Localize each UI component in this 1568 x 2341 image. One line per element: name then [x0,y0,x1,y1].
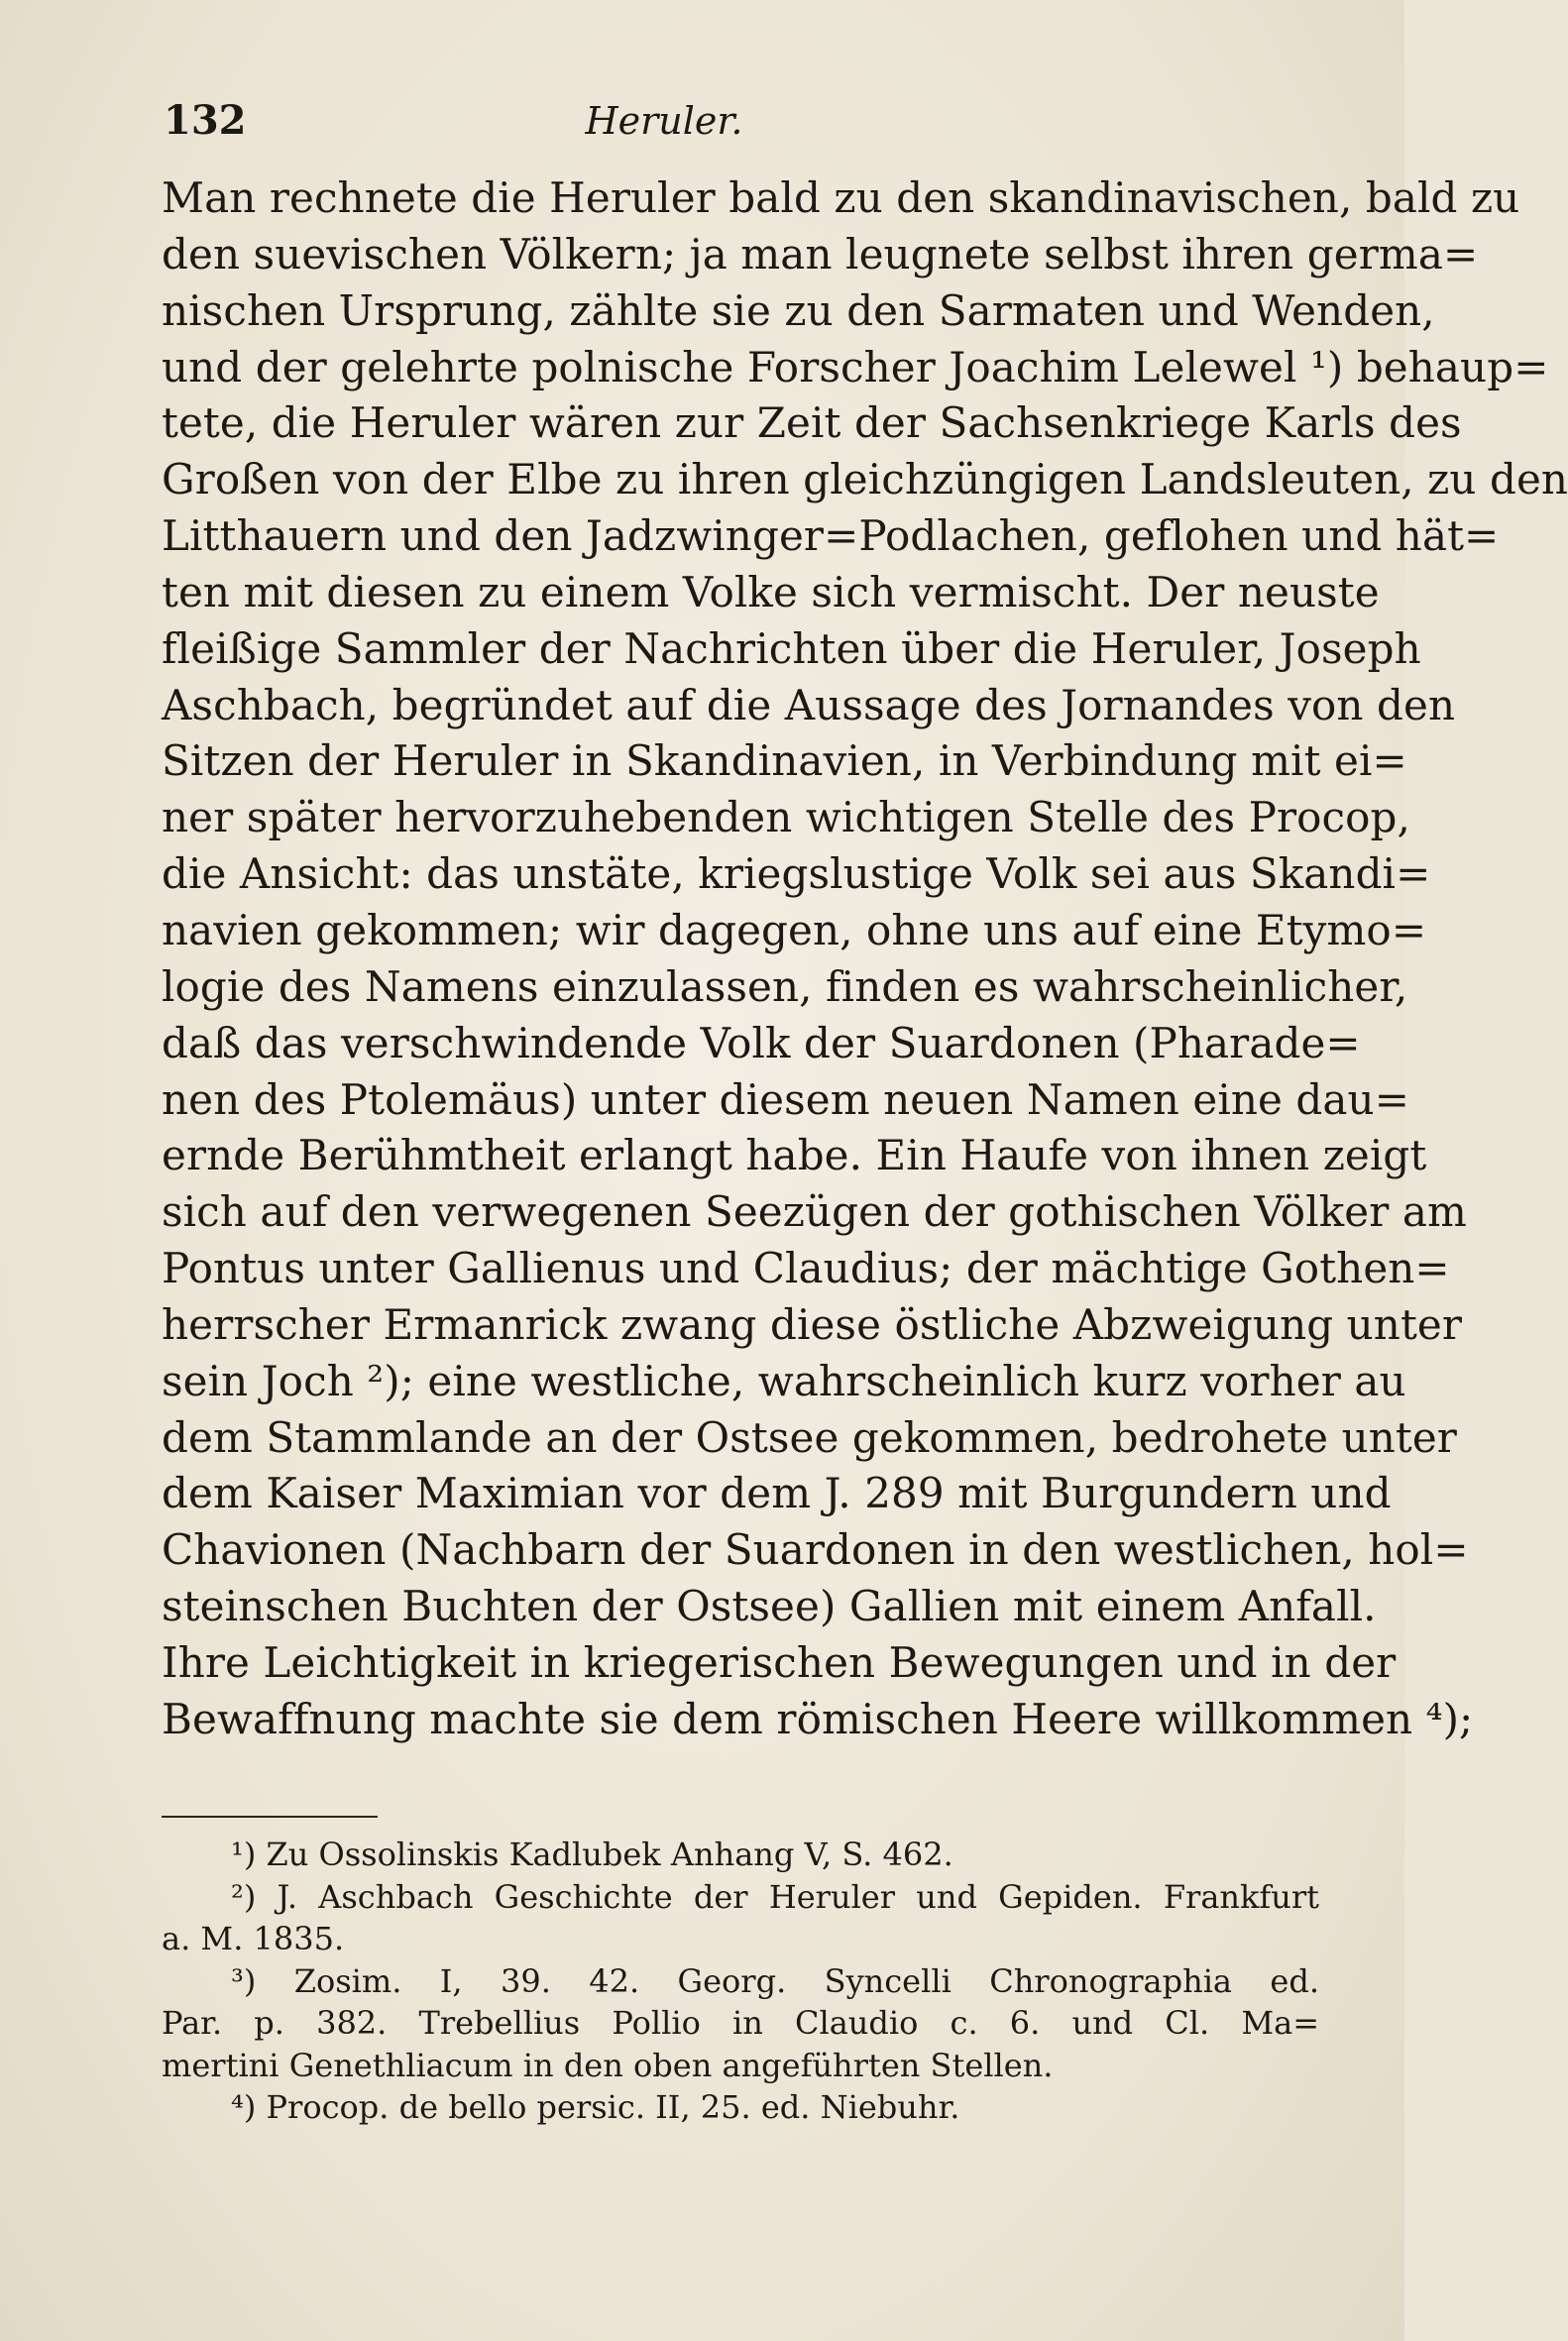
text-line: dem Stammlande an der Ostsee gekommen, bedrohete unter [162,1412,1457,1462]
running-head: Heruler. [585,99,743,143]
text-line: Großen von der Elbe zu ihren gleichzüngigen Landsleuten, zu den [162,455,1568,504]
footnote-line: ¹) Zu Ossolinskis Kadlubek Anhang V, S. 462. [231,1836,953,1873]
text-line: ten mit diesen zu einem Volke sich vermischt. Der neuste [162,567,1380,616]
footnote-line: ⁴) Procop. de bello persic. II, 25. ed. Niebuhr. [231,2088,960,2126]
footnotes [162,1834,1319,2129]
text-line: die Ansicht: das unstäte, kriegslustige Volk sei aus Skandi= [162,849,1431,899]
text-line: tete, die Heruler wären zur Zeit der Sachsenkriege Karls des [162,398,1462,448]
text-line: den suevischen Völkern; ja man leugnete selbst ihren germa= [162,229,1479,279]
page-header [164,91,1313,151]
text-line: dem Kaiser Maximian vor dem J. 289 mit Burgundern und [162,1469,1392,1518]
text-line: Pontus unter Gallienus und Claudius; der mächtige Gothen= [162,1244,1450,1293]
footnote-line: ²) J. Aschbach Geschichte der Heruler und Gepiden. Frankfurt [231,1877,1319,1916]
footnote-line: mertini Genethliacum in den oben angeführten Stellen. [162,2046,1054,2084]
text-line: logie des Namens einzulassen, finden es wahrscheinlicher, [162,961,1408,1011]
footnote-line: ³) Zosim. I, 39. 42. Georg. Syncelli Chronographia ed. [231,1961,1319,2000]
text-line: Bewaffnung machte sie dem römischen Heere willkommen ⁴); [162,1694,1474,1743]
text-line: Sitzen der Heruler in Skandinavien, in Verbindung mit ei= [162,736,1407,786]
text-line: sich auf den verwegenen Seezügen der gothischen Völker am [162,1187,1467,1237]
text-line: Ihre Leichtigkeit in kriegerischen Bewegungen und in der [162,1637,1397,1687]
text-line: steinschen Buchten der Ostsee) Gallien mit einem Anfall. [162,1582,1377,1631]
text-line: Aschbach, begründet auf die Aussage des Jornandes von den [162,680,1456,729]
text-line: ernde Berühmtheit erlangt habe. Ein Haufe von ihnen zeigt [162,1131,1427,1180]
text-line: Litthauern und den Jadzwinger=Podlachen, geflohen und hät= [162,511,1500,561]
text-line: fleißige Sammler der Nachrichten über die Heruler, Joseph [162,623,1421,673]
text-line: daß das verschwindende Volk der Suardonen (Pharade= [162,1018,1361,1067]
text-line: sein Joch ²); eine westliche, wahrscheinlich kurz vorher au [162,1356,1406,1405]
text-line: navien gekommen; wir dagegen, ohne uns auf eine Etymo= [162,905,1427,954]
footnote-divider [162,1816,378,1818]
page-number: 132 [164,97,247,144]
text-line: ner später hervorzuhebenden wichtigen Stelle des Procop, [162,793,1410,842]
text-line: Man rechnete die Heruler bald zu den skandinavischen, bald zu [162,173,1520,222]
text-line: nischen Ursprung, zählte sie zu den Sarmaten und Wenden, [162,285,1435,335]
text-line: Chavionen (Nachbarn der Suardonen in den westlichen, hol= [162,1525,1469,1575]
footnote-line: Par. p. 382. Trebellius Pollio in Claudio c. 6. und Cl. Ma= [162,2004,1319,2042]
body-text [162,170,1568,1748]
footnote-line: a. M. 1835. [162,1920,345,1957]
text-line: nen des Ptolemäus) unter diesem neuen Namen eine dau= [162,1074,1409,1124]
text-line: herrscher Ermanrick zwang diese östliche Abzweigung unter [162,1299,1463,1349]
text-line: und der gelehrte polnische Forscher Joachim Lelewel ¹) behaup= [162,342,1549,391]
